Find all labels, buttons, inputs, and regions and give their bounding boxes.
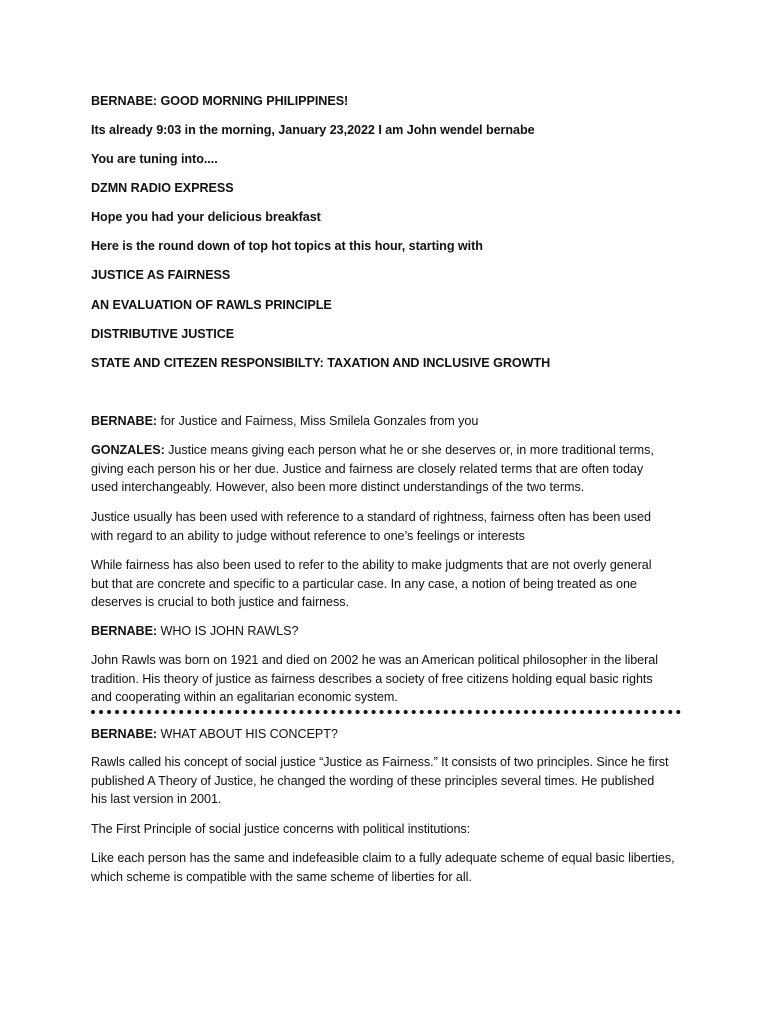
rawls-bio-paragraph bbox=[91, 651, 691, 707]
paragraph-line: Like each person has the same and indefeasible claim to a fully adequate scheme of equal basic liberties, bbox=[91, 851, 675, 865]
breakfast-line: Hope you had your delicious breakfast bbox=[91, 210, 321, 224]
paragraph-line: used interchangeably. However, also been more distinct understandings of the two terms. bbox=[91, 480, 585, 495]
tuning-line: You are tuning into.... bbox=[91, 152, 218, 166]
speaker-label: GONZALES: bbox=[91, 443, 165, 457]
paragraph-line: Rawls called his concept of social justice “Justice as Fairness.” It consists of two principles. Since he first bbox=[91, 755, 669, 769]
paragraph-line: and cooperating within an egalitarian economic system. bbox=[91, 690, 398, 705]
greeting-line: BERNABE: GOOD MORNING PHILIPPINES! bbox=[91, 94, 349, 108]
dotted-separator bbox=[91, 710, 681, 714]
justice-rightness-paragraph bbox=[91, 508, 691, 545]
paragraph-line: which scheme is compatible with the same scheme of liberties for all. bbox=[91, 869, 472, 884]
question-text: WHAT ABOUT HIS CONCEPT? bbox=[157, 727, 338, 741]
gonzales-answer bbox=[91, 441, 691, 497]
question-text: for Justice and Fairness, Miss Smilela Gonzales from you bbox=[157, 414, 479, 428]
question-text: WHO IS JOHN RAWLS? bbox=[157, 624, 299, 638]
paragraph-line: deserves is crucial to both justice and fairness. bbox=[91, 595, 349, 610]
question-concept bbox=[91, 725, 338, 743]
topic-item: STATE AND CITEZEN RESPONSIBILTY: TAXATION AND INCLUSIVE GROWTH bbox=[91, 356, 551, 370]
paragraph-line: published A Theory of Justice, he changed the wording of these principles several times. He published bbox=[91, 773, 655, 788]
paragraph-line: but that are concrete and specific to a particular case. In any case, a notion of being treated as one bbox=[91, 576, 637, 591]
fairness-judgment-paragraph bbox=[91, 556, 691, 612]
liberties-paragraph bbox=[91, 849, 691, 886]
first-principle-line: The First Principle of social justice concerns with political institutions: bbox=[91, 822, 471, 836]
topic-item: JUSTICE AS FAIRNESS bbox=[91, 268, 231, 282]
question-who-is-rawls bbox=[91, 622, 298, 640]
station-name: DZMN RADIO EXPRESS bbox=[91, 181, 234, 195]
paragraph-line: with regard to an ability to judge without reference to one’s feelings or interests bbox=[91, 528, 525, 543]
concept-paragraph bbox=[91, 753, 691, 809]
paragraph-line: Justice usually has been used with reference to a standard of rightness, fairness often has been used bbox=[91, 510, 651, 524]
speaker-label: BERNABE: bbox=[91, 624, 158, 638]
speaker-label: BERNABE: bbox=[91, 727, 158, 741]
paragraph-line: giving each person his or her due. Justice and fairness are closely related terms that are often today bbox=[91, 461, 644, 476]
paragraph-line: John Rawls was born on 1921 and died on 2002 he was an American political philosopher in the liberal bbox=[91, 653, 658, 667]
paragraph-line: his last version in 2001. bbox=[91, 792, 222, 807]
speaker-label: BERNABE: bbox=[91, 414, 158, 428]
paragraph-line: Justice means giving each person what he or she deserves or, in more traditional terms, bbox=[164, 443, 654, 457]
paragraph-line: While fairness has also been used to refer to the ability to make judgments that are not overly general bbox=[91, 558, 652, 572]
topic-item: DISTRIBUTIVE JUSTICE bbox=[91, 327, 235, 341]
rundown-line: Here is the round down of top hot topics at this hour, starting with bbox=[91, 239, 483, 253]
question-justice-fairness bbox=[91, 412, 478, 430]
time-line: Its already 9:03 in the morning, January 23,2022 I am John wendel bernabe bbox=[91, 123, 535, 137]
topic-item: AN EVALUATION OF RAWLS PRINCIPLE bbox=[91, 298, 332, 312]
paragraph-line: tradition. His theory of justice as fairness describes a society of free citizens holding equal basic rights bbox=[91, 671, 653, 686]
